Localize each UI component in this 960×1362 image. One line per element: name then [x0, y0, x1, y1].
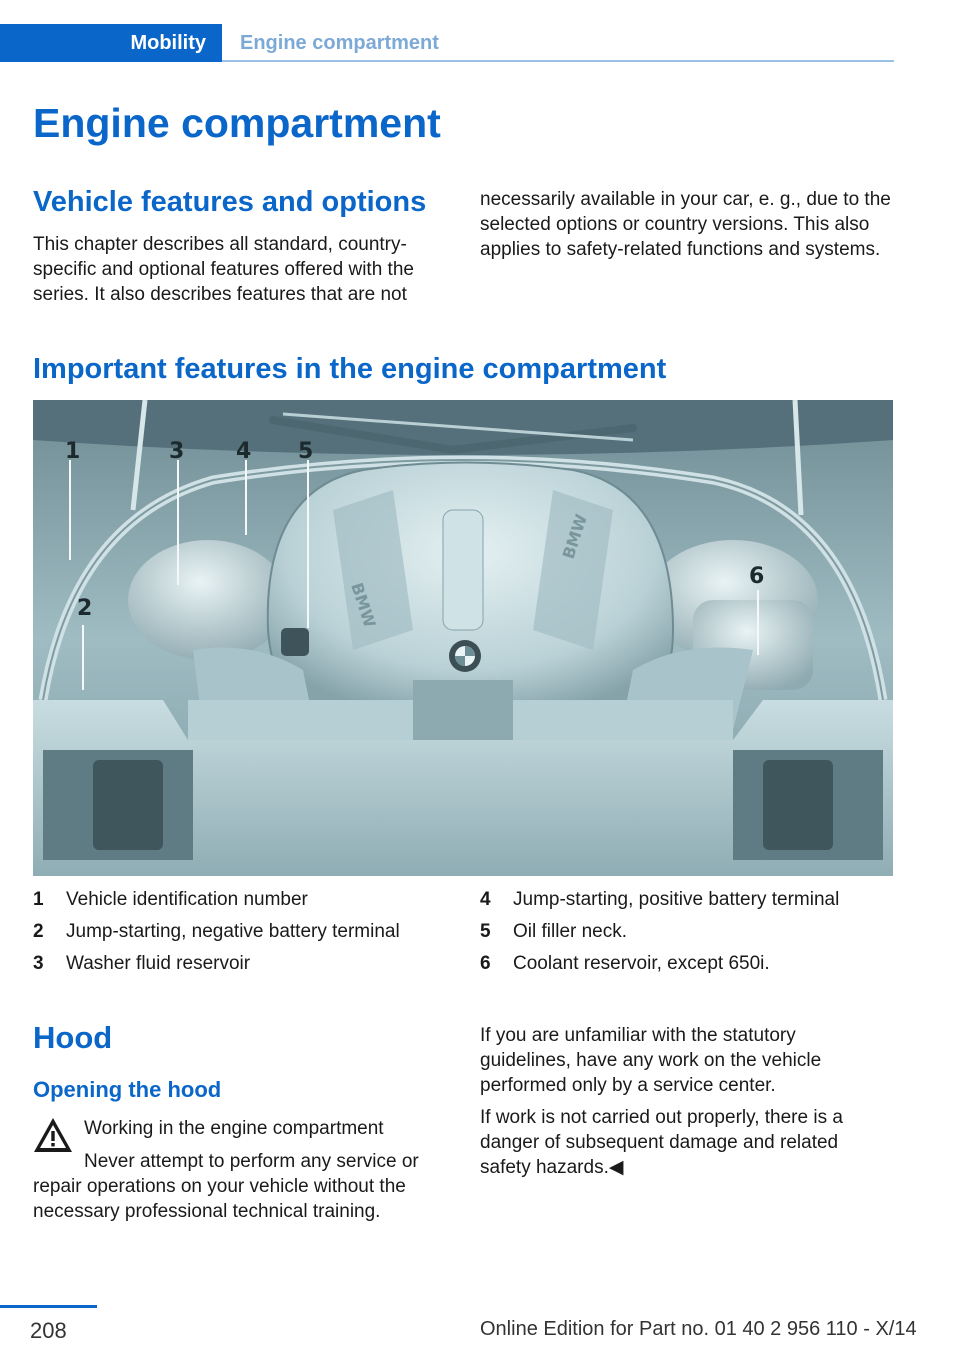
callout-3: 3 — [169, 439, 185, 464]
legend-item — [480, 884, 894, 916]
legend-number: 1 — [33, 889, 44, 910]
edition-text: Online Edition for Part no. 01 40 2 956 110 - X/14 — [480, 1318, 917, 1340]
callout-5: 5 — [298, 439, 314, 464]
header-divider — [222, 60, 894, 62]
callout-4: 4 — [236, 439, 252, 464]
legend-item — [480, 948, 894, 980]
callout-2: 2 — [77, 596, 93, 621]
footer-divider — [0, 1305, 97, 1308]
tab-mobility[interactable] — [0, 24, 222, 62]
legend-label: Coolant reservoir, except 650i. — [513, 953, 770, 974]
legend-number: 2 — [33, 921, 44, 942]
warning-triangle-icon — [33, 1117, 73, 1153]
legend-left — [33, 884, 453, 980]
bmw-roundel-icon — [449, 640, 481, 672]
legend-label: Washer fluid reservoir — [66, 953, 251, 974]
tab-engine-compartment-label: Engine compartment — [240, 31, 439, 54]
legend-item — [33, 916, 453, 948]
legend-number: 4 — [480, 889, 491, 910]
legend-label: Oil filler neck. — [513, 921, 628, 942]
legend-item — [33, 884, 453, 916]
vehicle-features-text-right: necessarily available in your car, e. g., due to the selected options or country versions. This also applies to safety-related functions and systems. — [480, 189, 891, 260]
legend-label: Jump-starting, positive battery terminal — [513, 889, 840, 910]
legend-right — [480, 884, 894, 980]
legend-number: 3 — [33, 953, 44, 974]
opening-hood-heading: Opening the hood — [33, 1077, 222, 1102]
warning-text: Never attempt to perform any service or repair operations on your vehicle without the necessary professional technical training. — [33, 1151, 419, 1222]
legend-item — [480, 916, 894, 948]
tab-engine-compartment[interactable] — [240, 24, 439, 62]
page-number: 208 — [30, 1318, 67, 1343]
legend-number: 5 — [480, 921, 491, 942]
hood-right-text-1: If you are unfamiliar with the statutory guidelines, have any work on the vehicle performed only by a service center. — [480, 1025, 822, 1096]
legend-number: 6 — [480, 953, 491, 974]
vehicle-features-text-left: This chapter describes all standard, country-specific and optional features offered with the series. It also describes features that are not — [33, 234, 414, 305]
legend-item — [33, 948, 453, 980]
hood-heading: Hood — [33, 1020, 113, 1055]
page-title: Engine compartment — [33, 100, 441, 146]
callout-6: 6 — [749, 564, 765, 589]
callout-1: 1 — [65, 439, 81, 464]
legend-label: Vehicle identification number — [66, 889, 308, 910]
engine-compartment-illustration — [33, 400, 893, 876]
legend-label: Jump-starting, negative battery terminal — [66, 921, 400, 942]
important-features-heading: Important features in the engine compartment — [33, 353, 667, 385]
hood-right-text-2: If work is not carried out properly, there is a danger of subsequent damage and related safety hazards.◀ — [480, 1107, 843, 1178]
svg-text:BMW: BMW — [558, 511, 591, 562]
svg-text:BMW: BMW — [347, 580, 380, 630]
vehicle-features-heading: Vehicle features and options — [33, 186, 427, 218]
tab-mobility-label: Mobility — [130, 31, 206, 54]
warning-title: Working in the engine compartment — [84, 1118, 384, 1139]
